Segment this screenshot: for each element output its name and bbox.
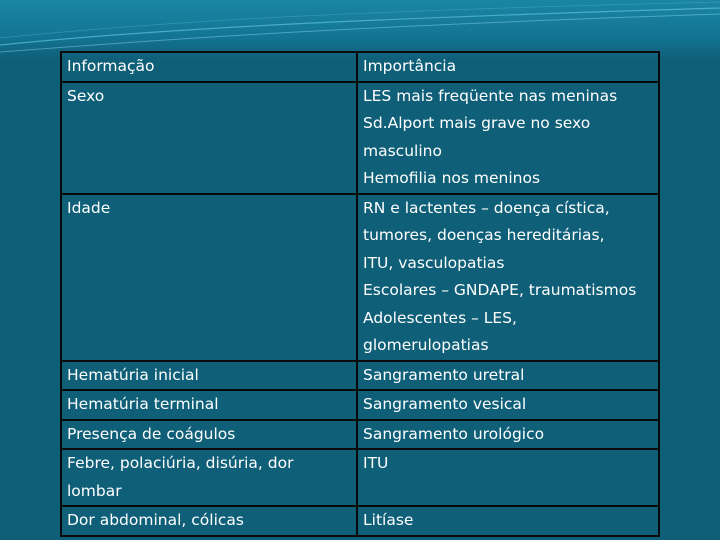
cell-line: Sd.Alport mais grave no sexo <box>363 114 591 132</box>
cell-line: Dor abdominal, cólicas <box>67 511 244 529</box>
cell-line: Febre, polaciúria, disúria, dor <box>67 454 294 472</box>
cell-line: Litíase <box>363 511 414 529</box>
cell-line: RN e lactentes – doença cística, <box>363 198 610 217</box>
cell-line: tumores, doenças hereditárias, <box>363 226 605 244</box>
cell-line: glomerulopatias <box>363 336 489 354</box>
cell-line: Hematúria inicial <box>67 365 199 384</box>
table-cell <box>61 82 357 194</box>
table-cell <box>61 52 357 82</box>
cell-line: Hematúria terminal <box>67 395 219 413</box>
cell-line: Adolescentes – LES, <box>363 308 517 327</box>
cell-line: masculino <box>363 141 442 160</box>
table-row <box>61 361 659 391</box>
table-cell <box>357 506 659 536</box>
table-row <box>61 52 659 82</box>
table-cell <box>61 361 357 391</box>
table-row <box>61 194 659 361</box>
cell-line: ITU <box>363 454 389 472</box>
table-row <box>61 420 659 450</box>
information-table <box>60 51 660 537</box>
table-cell <box>357 194 659 361</box>
table-cell <box>61 390 357 420</box>
table-cell <box>357 390 659 420</box>
table-cell <box>357 82 659 194</box>
cell-line: Sangramento vesical <box>363 395 527 413</box>
table-cell <box>61 449 357 506</box>
table-cell <box>357 52 659 82</box>
cell-line: Hemofilia nos meninos <box>363 169 541 187</box>
cell-line: Idade <box>67 198 111 217</box>
cell-line: lombar <box>67 481 122 500</box>
table-row <box>61 390 659 420</box>
cell-line: Importância <box>363 57 457 75</box>
table-row <box>61 82 659 194</box>
table-cell <box>61 420 357 450</box>
cell-line: ITU, vasculopatias <box>363 253 505 272</box>
table-cell <box>61 506 357 536</box>
table-row <box>61 449 659 506</box>
cell-line: Presença de coágulos <box>67 424 236 443</box>
cell-line: Informação <box>67 57 155 75</box>
table-cell <box>357 420 659 450</box>
cell-line: Sexo <box>67 86 105 105</box>
cell-line: LES mais freqüente nas meninas <box>363 86 618 105</box>
table-row <box>61 506 659 536</box>
cell-line: Sangramento uretral <box>363 365 525 384</box>
cell-line: Escolares – GNDAPE, traumatismos <box>363 281 637 299</box>
table-cell <box>357 449 659 506</box>
cell-line: Sangramento urológico <box>363 424 545 443</box>
table-cell <box>357 361 659 391</box>
table-cell <box>61 194 357 361</box>
